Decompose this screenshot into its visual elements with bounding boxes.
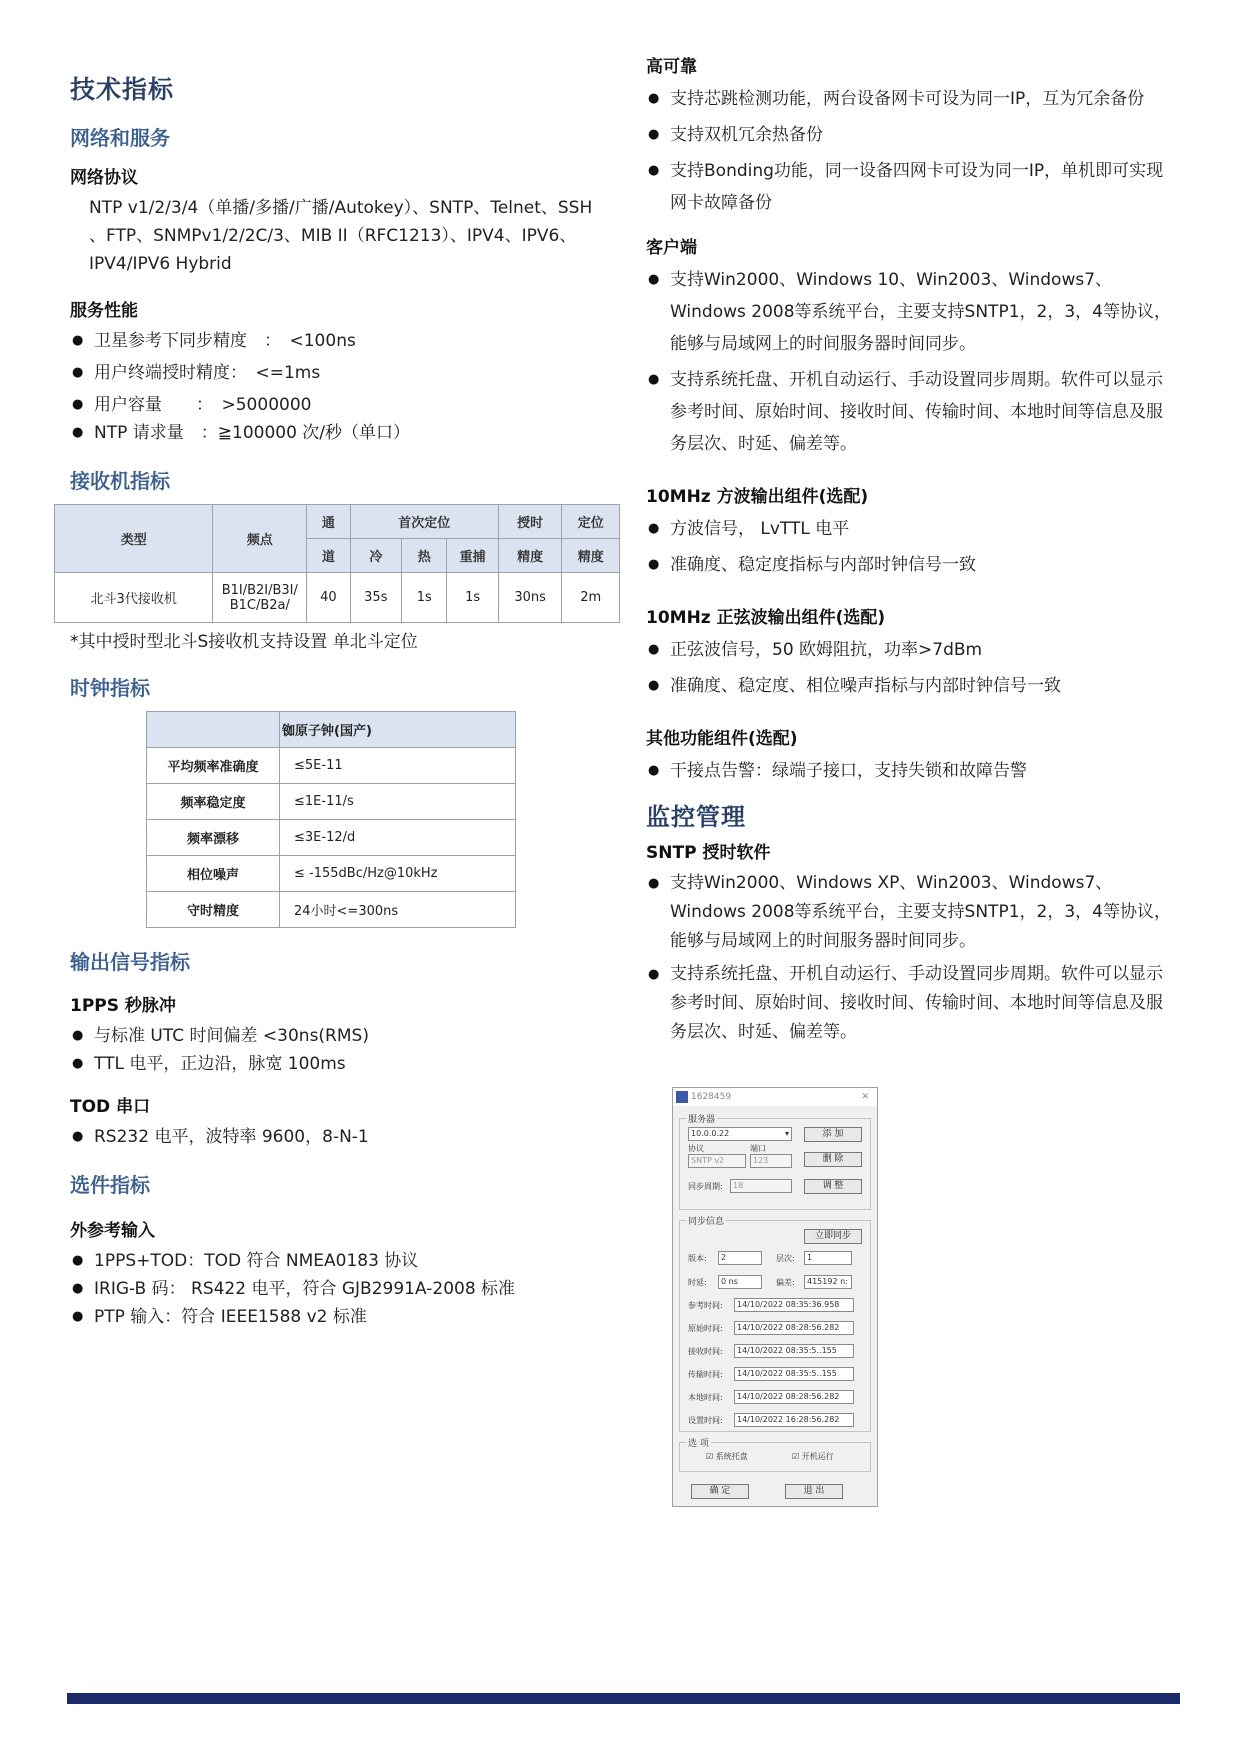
time-label: 原始时间: (688, 1324, 723, 1333)
sine-list (646, 634, 1176, 702)
time-label: 本地时间: (688, 1393, 723, 1402)
list-item: ● 用户容量 ： >5000000 (70, 391, 625, 419)
server-select[interactable]: 10.0.0.22 ▾ (688, 1127, 792, 1141)
col-header-hot: 热 (402, 539, 447, 573)
time-label: 设置时间: (688, 1416, 723, 1425)
list-item: ● 支持Win2000、Windows XP、Win2003、Windows7、Windows 2008等系统平台，主要支持SNTP1，2，3，4等协议，能够与局域网上的时间服务器时间同步。 (646, 869, 1176, 956)
list-item: ● NTP 请求量 ：≧100000 次/秒（单口） (70, 419, 625, 447)
protocol-text (70, 194, 625, 278)
exit-button[interactable]: 退 出 (785, 1484, 843, 1499)
square-list (646, 513, 1176, 581)
list-item: ● 准确度、稳定度、相位噪声指标与内部时钟信号一致 (646, 670, 1176, 702)
pps-title: 1PPS 秒脉冲 (70, 996, 176, 1016)
table-row: 相位噪声 ≤ -155dBc/Hz@10kHz (147, 856, 516, 892)
bullet-icon: ● (648, 642, 660, 657)
list-item: ● 1PPS+TOD：TOD 符合 NMEA0183 协议 (70, 1247, 625, 1275)
list-item: ● 支持芯跳检测功能，两台设备网卡可设为同一IP，互为冗余备份 (646, 83, 1176, 115)
bullet-icon: ● (72, 1056, 84, 1071)
footer-bar (67, 1693, 1180, 1704)
table-row: 平均频率准确度 ≤5E-11 (147, 748, 516, 784)
perf-list (70, 327, 625, 447)
cell-freq: B1I/B2I/B3I/ B1C/B2a/ (213, 573, 307, 623)
time-label: 接收时间: (688, 1347, 723, 1356)
list-item: ● 卫星参考下同步精度 ： <100ns (70, 327, 625, 355)
bullet-icon: ● (648, 372, 660, 387)
tod-list (70, 1123, 625, 1151)
client-title: 客户端 (646, 238, 697, 258)
bullet-icon: ● (72, 425, 84, 440)
col-header-timing-top: 授时 (498, 505, 562, 539)
other-list (646, 755, 1176, 787)
list-item: ● 支持Bonding功能，同一设备四网卡可设为同一IP，单机即可实现网卡故障备份 (646, 155, 1176, 219)
col-header-channels-bottom: 道 (307, 539, 350, 573)
cell-recapture: 1s (447, 573, 498, 623)
list-item: ● RS232 电平，波特率 9600，8-N-1 (70, 1123, 625, 1151)
receiver-table (54, 504, 620, 623)
list-item: ● 支持双机冗余热备份 (646, 119, 1176, 151)
list-item: ● 与标准 UTC 时间偏差 <30ns(RMS) (70, 1022, 625, 1050)
delay-label: 时延: (688, 1278, 707, 1287)
time-field: 14/10/2022 08:35:5..155 (734, 1344, 854, 1358)
cell-channels: 40 (307, 573, 350, 623)
dialog-titlebar (673, 1088, 877, 1106)
col-header-pos-bottom: 精度 (562, 539, 620, 573)
sync-group-label: 同步信息 (686, 1214, 726, 1227)
list-item: ● 准确度、稳定度指标与内部时钟信号一致 (646, 549, 1176, 581)
adjust-button[interactable]: 调 整 (804, 1179, 862, 1194)
time-label: 传输时间: (688, 1370, 723, 1379)
port-label: 端口 (750, 1144, 766, 1153)
bullet-icon: ● (648, 876, 660, 891)
chevron-down-icon: ▾ (784, 1129, 789, 1138)
ok-button[interactable]: 确 定 (691, 1484, 749, 1499)
period-label: 同步周期: (688, 1182, 723, 1191)
bullet-icon: ● (648, 163, 660, 178)
list-item: ● 支持Win2000、Windows 10、Win2003、Windows7、Windows 2008等系统平台，主要支持SNTP1，2，3，4等协议，能够与局域网上的时间服务器时间同步。 (646, 264, 1176, 360)
options-group-label: 选 项 (686, 1436, 711, 1449)
delete-button[interactable]: 删 除 (804, 1152, 862, 1167)
time-field: 14/10/2022 08:28:56.282 (734, 1390, 854, 1404)
server-group (679, 1115, 871, 1210)
col-header-timing-bottom: 精度 (498, 539, 562, 573)
ref-list (70, 1247, 625, 1331)
protocol-field: SNTP v2 (688, 1154, 746, 1168)
bullet-icon: ● (648, 678, 660, 693)
time-label: 参考时间: (688, 1301, 723, 1310)
time-field: 14/10/2022 08:35:36.958 (734, 1298, 854, 1312)
bullet-icon: ● (72, 1281, 84, 1296)
other-title: 其他功能组件(选配) (646, 729, 798, 749)
cell-position: 2m (562, 573, 620, 623)
list-item: ● 正弦波信号，50 欧姆阻抗，功率>7dBm (646, 634, 1176, 666)
list-item: ● PTP 输入：符合 IEEE1588 v2 标准 (70, 1303, 625, 1331)
bullet-icon: ● (72, 1129, 84, 1144)
col-header-pos-top: 定位 (562, 505, 620, 539)
tod-title: TOD 串口 (70, 1097, 151, 1117)
checkbox-checked-icon: ☑ (706, 1452, 714, 1461)
server-group-label: 服务器 (686, 1112, 717, 1125)
col-header-first-fix: 首次定位 (350, 505, 498, 539)
col-header-channels-top: 通 (307, 505, 350, 539)
col-header-cold: 冷 (350, 539, 401, 573)
version-field: 2 (718, 1251, 762, 1265)
bullet-icon: ● (72, 1253, 84, 1268)
table-row: 频率稳定度 ≤1E-11/s (147, 784, 516, 820)
bullet-icon: ● (648, 557, 660, 572)
protocol-title: 网络协议 (70, 168, 138, 188)
protocol-label: 协议 (688, 1144, 704, 1153)
time-field: 14/10/2022 08:28:56.282 (734, 1321, 854, 1335)
sntp-title: SNTP 授时软件 (646, 843, 771, 863)
clock-heading: 时钟指标 (70, 676, 150, 700)
sine-title: 10MHz 正弦波输出组件(选配) (646, 608, 886, 628)
cell-hot: 1s (402, 573, 447, 623)
protocol-line: IPV4/IPV6 Hybrid (89, 254, 232, 274)
period-field: 18 (730, 1179, 792, 1193)
bullet-icon: ● (72, 1028, 84, 1043)
reliable-title: 高可靠 (646, 57, 697, 77)
network-heading: 网络和服务 (70, 126, 170, 150)
offset-label: 偏差: (776, 1278, 795, 1287)
cell-timing: 30ns (498, 573, 562, 623)
monitor-list (646, 869, 1176, 1047)
list-item: ● 方波信号， LvTTL 电平 (646, 513, 1176, 545)
output-heading: 输出信号指标 (70, 950, 190, 974)
list-item: ● IRIG-B 码： RS422 电平，符合 GJB2991A-2008 标准 (70, 1275, 625, 1303)
app-icon (676, 1091, 688, 1103)
protocol-line: NTP v1/2/3/4（单播/多播/广播/Autokey）、SNTP、Telnet、SSH (89, 198, 593, 218)
offset-field: 415192 n: (804, 1275, 852, 1289)
list-item: ● TTL 电平，正边沿，脉宽 100ms (70, 1050, 625, 1078)
client-list (646, 264, 1176, 460)
bullet-icon: ● (648, 967, 660, 982)
receiver-note: *其中授时型北斗S接收机支持设置 单北斗定位 (70, 632, 418, 652)
table-row: 频率漂移 ≤3E-12/d (147, 820, 516, 856)
page-title: 技术指标 (70, 75, 175, 104)
clock-table (146, 711, 516, 928)
port-field: 123 (750, 1154, 792, 1168)
table-row (55, 573, 620, 623)
bullet-icon: ● (648, 521, 660, 536)
cell-type: 北斗3代接收机 (55, 573, 213, 623)
col-header-recapture: 重捕 (447, 539, 498, 573)
list-item: ● 支持系统托盘、开机自动运行、手动设置同步周期。软件可以显示参考时间、原始时间、接收时间、传输时间、本地时间等信息及服务层次、时延、偏差等。 (646, 364, 1176, 460)
bullet-icon: ● (72, 333, 84, 348)
left-column (70, 62, 625, 1335)
options-heading: 选件指标 (70, 1173, 150, 1197)
receiver-heading: 接收机指标 (70, 469, 170, 493)
protocol-line: 、FTP、SNMPv1/2/2C/3、MIB II（RFC1213）、IPV4、IPV6、 (89, 226, 577, 246)
reliable-list (646, 83, 1176, 219)
monitor-heading: 监控管理 (646, 803, 746, 831)
time-field: 14/10/2022 16:28:56.282 (734, 1413, 854, 1427)
close-icon[interactable]: ✕ (861, 1092, 869, 1102)
table-row: 守时精度 24小时<=300ns (147, 892, 516, 928)
col-header-freq: 频点 (213, 505, 307, 573)
stratum-field: 1 (804, 1251, 852, 1265)
list-item: ● 支持系统托盘、开机自动运行、手动设置同步周期。软件可以显示参考时间、原始时间、接收时间、传输时间、本地时间等信息及服务层次、时延、偏差等。 (646, 960, 1176, 1047)
version-label: 版本: (688, 1254, 707, 1263)
bullet-icon: ● (648, 272, 660, 287)
ref-title: 外参考输入 (70, 1221, 155, 1241)
bullet-icon: ● (648, 91, 660, 106)
autostart-checkbox[interactable]: ☑ 开机运行 (792, 1452, 834, 1461)
col-header-type: 类型 (55, 505, 213, 573)
add-button[interactable]: 添 加 (804, 1127, 862, 1142)
pps-list (70, 1022, 625, 1078)
right-column (646, 52, 1176, 1051)
sync-now-button[interactable]: 立即同步 (804, 1229, 862, 1244)
bullet-icon: ● (72, 365, 84, 380)
tray-checkbox[interactable]: ☑ 系统托盘 (706, 1452, 748, 1461)
bullet-icon: ● (72, 1309, 84, 1324)
options-group (679, 1439, 871, 1472)
bullet-icon: ● (72, 397, 84, 412)
clock-header: 铷原子钟(国产) (280, 712, 516, 748)
square-title: 10MHz 方波输出组件(选配) (646, 487, 869, 507)
perf-title: 服务性能 (70, 301, 138, 321)
delay-field: 0 ns (718, 1275, 762, 1289)
list-item: ● 干接点告警：绿端子接口，支持失锁和故障告警 (646, 755, 1176, 787)
dialog-title: 1628459 (691, 1092, 732, 1102)
bullet-icon: ● (648, 127, 660, 142)
sync-group (679, 1217, 871, 1432)
list-item: ● 用户终端授时精度： <=1ms (70, 359, 625, 387)
bullet-icon: ● (648, 763, 660, 778)
checkbox-checked-icon: ☑ (792, 1452, 800, 1461)
sntp-dialog (672, 1087, 878, 1507)
stratum-label: 层次: (776, 1254, 795, 1263)
time-field: 14/10/2022 08:35:5..155 (734, 1367, 854, 1381)
cell-cold: 35s (350, 573, 401, 623)
